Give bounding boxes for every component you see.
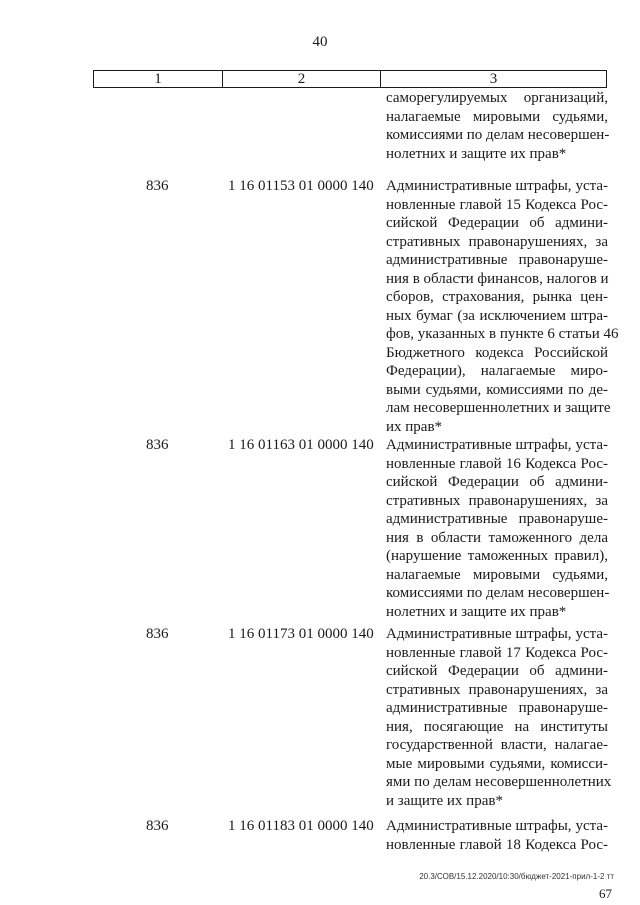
description-line: Административные штрафы, уста- bbox=[386, 178, 608, 194]
admin-code: 836 bbox=[146, 178, 169, 194]
description-line: лам несовершеннолетних и защите bbox=[386, 400, 611, 416]
description-line: сборов, страхования, рынка цен- bbox=[386, 289, 608, 305]
budget-classification-code: 1 16 01153 01 0000 140 bbox=[228, 178, 374, 194]
page-number-bottom: 67 bbox=[599, 886, 612, 901]
description-line: новленные главой 17 Кодекса Рос- bbox=[386, 644, 608, 661]
header-col-2: 2 bbox=[223, 71, 381, 87]
description-line: административные правонаруше- bbox=[386, 700, 608, 716]
description-line: саморегулируемых организаций, bbox=[386, 90, 608, 106]
description-line: Административные штрафы, уста- bbox=[386, 626, 608, 642]
admin-code: 836 bbox=[146, 626, 169, 642]
continuation-description bbox=[386, 89, 608, 163]
description-line: административные правонаруше- bbox=[386, 511, 608, 527]
description-line: стративных правонарушениях, за bbox=[386, 492, 608, 509]
page-number-top: 40 bbox=[312, 34, 328, 50]
description-line: ных бумаг (за исключением штра- bbox=[386, 307, 608, 324]
description-line: новленные главой 18 Кодекса Рос- bbox=[386, 836, 608, 853]
row-description bbox=[386, 177, 619, 436]
description-line: административные правонаруше- bbox=[386, 252, 608, 268]
description-line: ния в области финансов, налогов и bbox=[386, 270, 609, 287]
row-description bbox=[386, 625, 612, 810]
description-line: мые мировыми судьями, комисси- bbox=[386, 755, 608, 772]
description-line: фов, указанных в пункте 6 статьи 46 bbox=[386, 326, 619, 342]
admin-code: 836 bbox=[146, 818, 169, 834]
description-line: налагаемые мировыми судьями, bbox=[386, 566, 608, 583]
description-line: Бюджетного кодекса Российской bbox=[386, 344, 608, 361]
header-col-1: 1 bbox=[94, 71, 223, 87]
budget-classification-code: 1 16 01163 01 0000 140 bbox=[228, 437, 374, 453]
description-line: новленные главой 16 Кодекса Рос- bbox=[386, 455, 608, 472]
description-line: ния, посягающие на институты bbox=[386, 718, 608, 735]
description-line: сийской Федерации об админи- bbox=[386, 663, 608, 679]
budget-classification-code: 1 16 01173 01 0000 140 bbox=[228, 626, 374, 642]
description-line: комиссиями по делам несовершен- bbox=[386, 127, 610, 143]
budget-classification-code: 1 16 01183 01 0000 140 bbox=[228, 818, 374, 834]
description-line: налагаемые мировыми судьями, bbox=[386, 108, 608, 125]
row-description bbox=[386, 436, 608, 621]
description-line: ния в области таможенного дела bbox=[386, 529, 608, 546]
description-line: Федерации), налагаемые миро- bbox=[386, 363, 608, 379]
header-col-3: 3 bbox=[489, 71, 498, 87]
description-line: и защите их прав* bbox=[386, 792, 503, 809]
description-line: сийской Федерации об админи- bbox=[386, 215, 608, 231]
description-line: Административные штрафы, уста- bbox=[386, 437, 608, 453]
document-stamp: 20.3/СОВ/15.12.2020/10:30/бюджет-2021-прил-1-2 тт bbox=[419, 872, 614, 881]
description-line: нолетних и защите их прав* bbox=[386, 603, 567, 620]
table-header bbox=[93, 70, 607, 88]
description-line: стративных правонарушениях, за bbox=[386, 233, 608, 250]
description-line: выми судьями, комиссиями по де- bbox=[386, 381, 608, 398]
description-line: (нарушение таможенных правил), bbox=[386, 548, 608, 564]
admin-code: 836 bbox=[146, 437, 169, 453]
description-line: стративных правонарушениях, за bbox=[386, 681, 608, 698]
description-line: ями по делам несовершеннолетних bbox=[386, 774, 612, 790]
description-line: нолетних и защите их прав* bbox=[386, 145, 567, 162]
description-line: их прав* bbox=[386, 418, 443, 435]
description-line: комиссиями по делам несовершен- bbox=[386, 585, 610, 601]
description-line: Административные штрафы, уста- bbox=[386, 818, 608, 834]
description-line: сийской Федерации об админи- bbox=[386, 474, 608, 490]
description-line: государственной власти, налагае- bbox=[386, 737, 608, 753]
row-description bbox=[386, 817, 608, 854]
description-line: новленные главой 15 Кодекса Рос- bbox=[386, 196, 608, 213]
